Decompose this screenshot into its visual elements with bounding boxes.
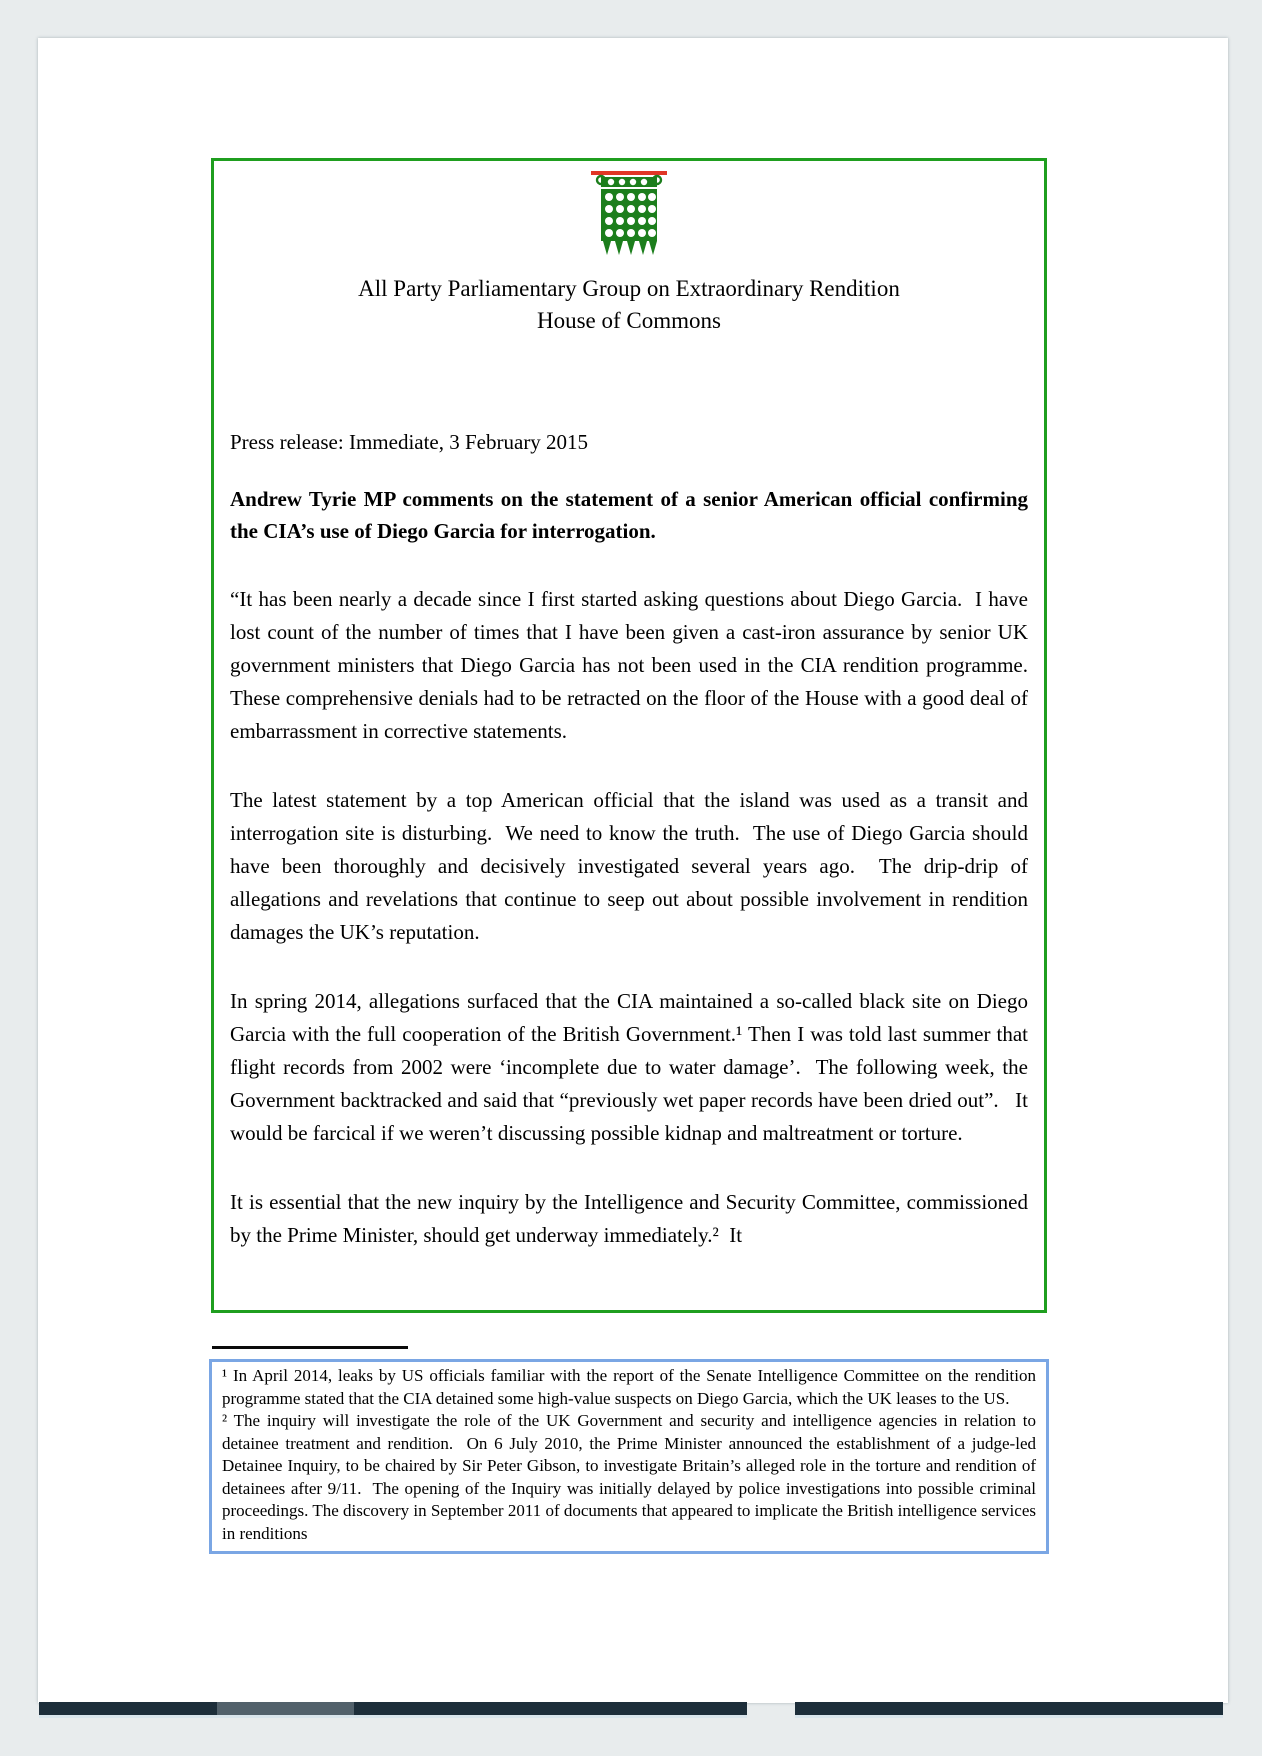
body-paragraph-1: “It has been nearly a decade since I first started asking questions about Diego Garcia. I have lost count of the number of times that I have been given a cast-iron assurance by senior UK government ministers that Diego Garcia has not been used in the CIA rendition programme. These comprehensive denials had to be retracted on the floor of the House with a good deal of embarrassment in corrective statements. [230,587,1039,743]
footnote-2: ² The inquiry will investigate the role of the UK Government and security and intelligence agencies in relation to detainee treatment and rendition. On 6 July 2010, the Prime Minister announced the establishment of a judge-led Detainee Inquiry, to be chaired by Sir Peter Gibson, to investigate Britain’s alleged role in the torture and rendition of detainees after 9/11. The opening of the Inquiry was initially delayed by police investigations into possible criminal proceedings. The discovery in September 2011 of documents that appeared to implicate the British intelligence services in renditions [222,1411,1041,1543]
bottom-bar-thumb [217,1702,354,1715]
body-paragraph-4: It is essential that the new inquiry by the Intelligence and Security Committee, commissioned by the Prime Minister, should get underway immediately.² It [230,1190,1034,1247]
organisation-location: House of Commons [537,308,721,333]
press-release-dateline: Press release: Immediate, 3 February 2015 [230,430,589,454]
footnote-separator [212,1346,408,1349]
organisation-title [230,273,1028,337]
footnote-box [209,1359,1049,1554]
bottom-bar-left-segment [39,1702,747,1718]
bottom-bar-right-segment [795,1702,1223,1718]
press-release-headline: Andrew Tyrie MP comments on the statement of a senior American official confirming the CIA’s use of Diego Garcia for interrogation. [230,487,1028,543]
document-page [38,38,1228,1703]
body-paragraph-2: The latest statement by a top American official that the island was used as a transit and interrogation site is disturbing. We need to know the truth. The use of Diego Garcia should have been thoroughly and decisively investigated several years ago. The drip-drip of allegations and revelations that continue to seep out about possible involvement in rendition damages the UK’s reputation. [230,788,1034,944]
logo-container [230,171,1028,259]
press-release-frame [211,158,1047,1313]
organisation-name: All Party Parliamentary Group on Extraordinary Rendition [358,276,900,301]
footnote-1: ¹ In April 2014, leaks by US officials familiar with the report of the Senate Intelligence Committee on the rendition programme stated that the CIA detained some high-value suspects on Diego Garcia, which the UK leases to the US. [222,1366,1041,1408]
portcullis-icon [589,171,669,259]
body-paragraph-3: In spring 2014, allegations surfaced that the CIA maintained a so-called black site on Diego Garcia with the full cooperation of the British Government.¹ Then I was told last summer that flight records from 2002 were ‘incomplete due to water damage’. The following week, the Government backtracked and said that “previously wet paper records have been dried out”. It would be farcical if we weren’t discussing possible kidnap and maltreatment or torture. [230,989,1034,1145]
